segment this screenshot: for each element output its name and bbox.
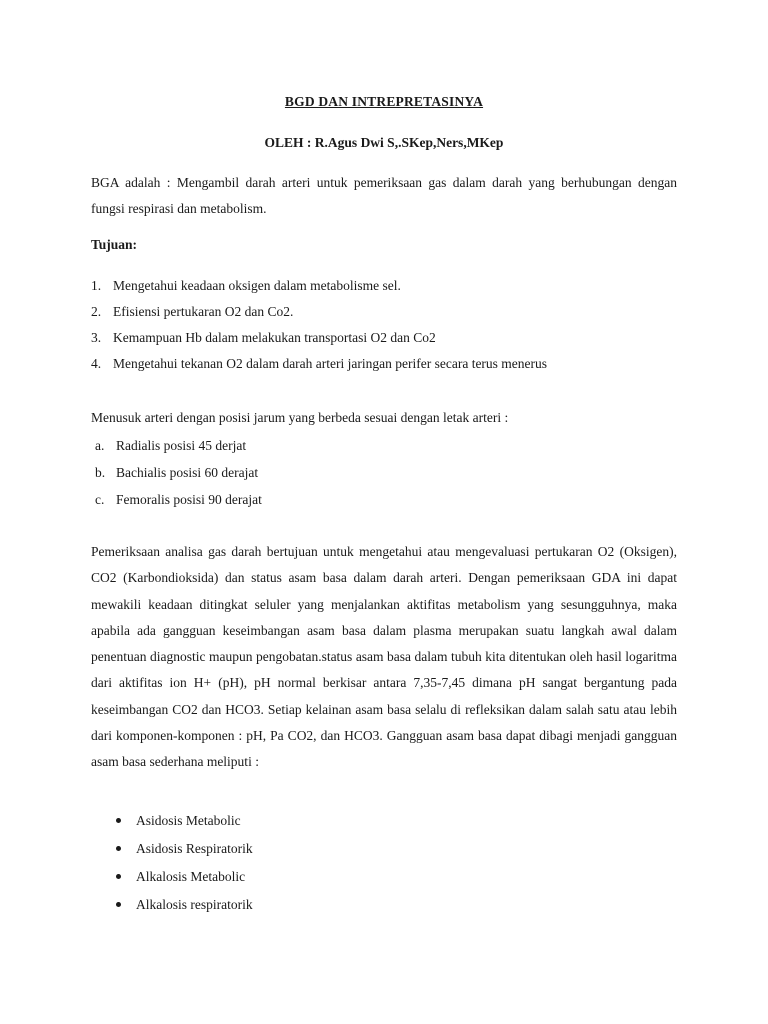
list-marker: 1. [91,278,102,293]
definition-paragraph [91,170,677,222]
list-marker: 3. [91,330,102,345]
list-item [91,351,691,377]
list-item [115,835,515,863]
bullet-icon [116,874,121,879]
tujuan-list [91,273,691,377]
list-item-text: Bachialis posisi 60 derajat [116,465,259,480]
list-item [95,432,595,459]
list-marker: 4. [91,356,102,371]
list-item-text: Asidosis Respiratorik [136,841,253,856]
list-item-text: Alkalosis respiratorik [136,897,253,912]
list-item [115,891,515,919]
list-item-text: Efisiensi pertukaran O2 dan Co2. [113,304,294,319]
list-marker: 2. [91,304,102,319]
list-item-text: Femoralis posisi 90 derajat [116,492,262,507]
bullet-icon [116,846,121,851]
list-item [95,486,595,513]
list-marker: b. [95,465,106,480]
document-title: BGD DAN INTREPRETASINYA [284,94,484,109]
list-item [91,299,691,325]
list-item [115,807,515,835]
list-item [115,863,515,891]
list-item-text: Radialis posisi 45 derjat [116,438,247,453]
menusuk-intro: Menusuk arteri dengan posisi jarum yang berbeda sesuai dengan letak arteri : [91,410,509,425]
list-item-text: Alkalosis Metabolic [136,869,246,884]
list-marker: c. [95,492,105,507]
list-item [95,459,595,486]
list-item [91,273,691,299]
tujuan-heading: Tujuan: [91,237,138,252]
analisa-paragraph: Pemeriksaan analisa gas darah bertujuan untuk mengetahui atau mengevaluasi pertukaran O2 (Oksigen), CO2 (Karbondioksida) dan status asam basa dalam darah arteri. Dengan pemeriksaan GDA ini dapat mewakili keadaan ditingkat seluler yang menjalankan aktifitas metabolism yang sesungguhnya, maka apabila ada gangguan keseimbangan asam basa dalam plasma merupakan suatu langkah awal dalam penentuan diagnostic maupun pengobatan.status asam basa dalam tubuh kita ditentukan oleh hasil logaritma dari aktifitas ion H+ (pH), pH normal berkisar antara 7,35-7,45 dimana pH sangat bergantung pada keseimbangan CO2 dan HCO3. Setiap kelainan asam basa selalu di refleksikan dalam salah satu atau lebih dari komponen-komponen : pH, Pa CO2, dan HCO3. Gangguan asam basa dapat dibagi menjadi gangguan asam basa sederhana meliputi : [91,544,677,770]
list-item-text: Kemampuan Hb dalam melakukan transportasi O2 dan Co2 [113,330,436,345]
list-marker: a. [95,438,105,453]
bullet-icon [116,818,121,823]
bullet-icon [116,902,121,907]
definition-line-2: fungsi respirasi dan metabolism. [91,201,267,216]
document-author: OLEH : R.Agus Dwi S,.SKep,Ners,MKep [264,135,504,150]
list-item-text: Asidosis Metabolic [136,813,241,828]
list-item-text: Mengetahui tekanan O2 dalam darah arteri jaringan perifer secara terus menerus [113,356,548,371]
list-item-text: Mengetahui keadaan oksigen dalam metabolisme sel. [113,278,401,293]
definition-line-1: BGA adalah : Mengambil darah arteri untuk pemeriksaan gas dalam darah yang berhubungan dengan [91,175,677,190]
gangguan-list [115,807,515,919]
posisi-list [95,432,595,513]
list-item [91,325,691,351]
